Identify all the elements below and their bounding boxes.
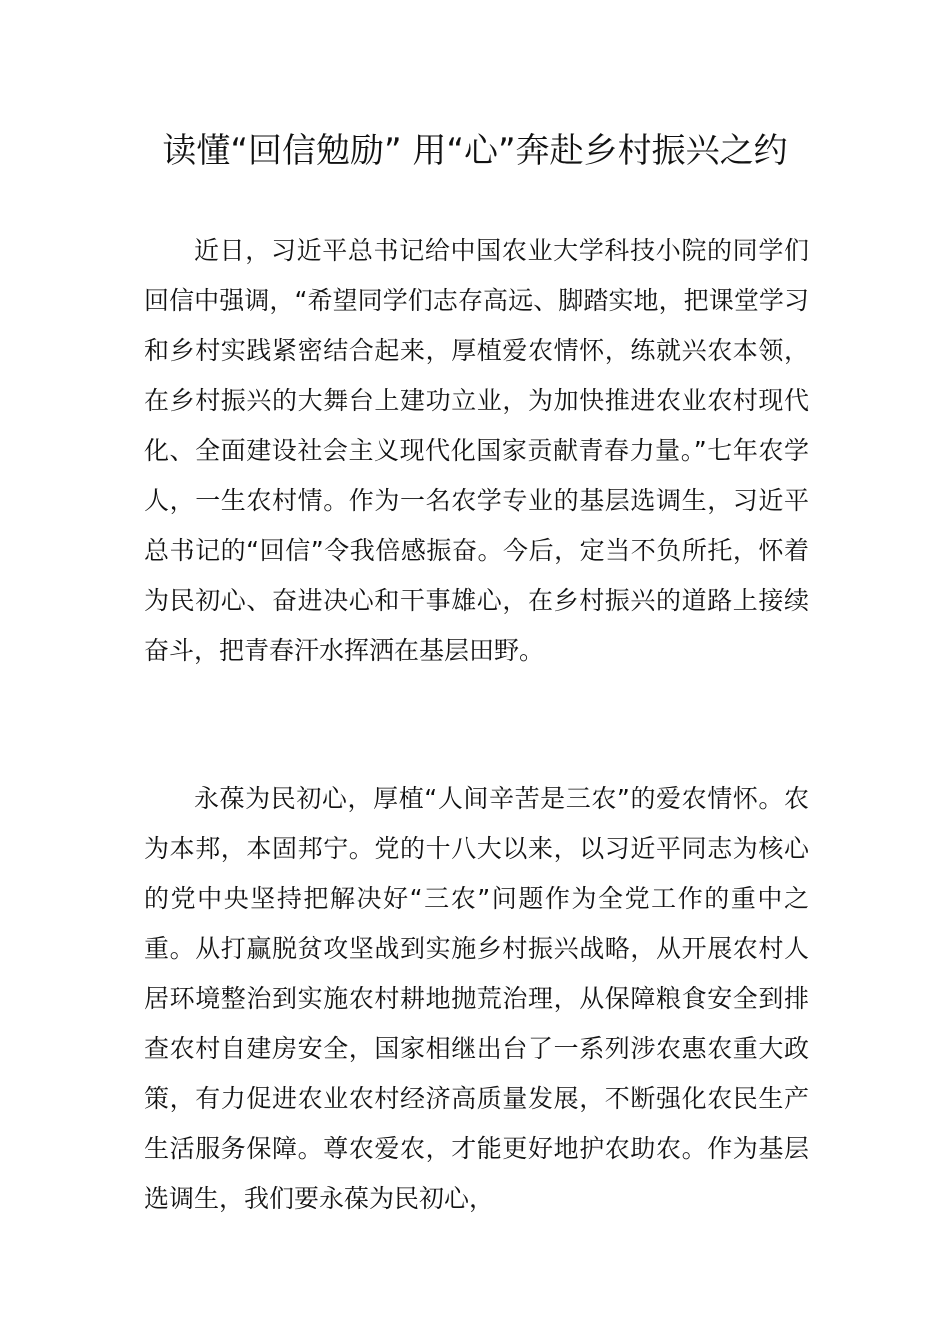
document-title: 读懂“回信勉励” 用“心”奔赴乡村振兴之约 [162, 131, 788, 171]
paragraph-2: 永葆为民初心，厚植“人间辛苦是三农”的爱农情怀。农为本邦，本固邦宁。党的十八大以来，以习近平同志为核心的党中央坚持把解决好“三农”问题作为全党工作的重中之重。从打赢脱贫攻坚战到实施乡村振兴战略，从开展农村人居环境整治到实施农村耕地抛荒治理，从保障粮食安全到排查农村自建房安全，国家相继出台了一系列涉农惠农重大政策，有力促进农业农村经济高质量发展，不断强化农民生产生活服务保障。尊农爱农，才能更好地护农助农。作为基层选调生，我们要永葆为民初心， [144, 784, 809, 1213]
paragraph-1: 近日，习近平总书记给中国农业大学科技小院的同学们回信中强调，“希望同学们志存高远、脚踏实地，把课堂学习和乡村实践紧密结合起来，厚植爱农情怀，练就兴农本领，在乡村振兴的大舞台上建功立业，为加快推进农业农村现代化、全面建设社会主义现代化国家贡献青春力量。”七年农学人，一生农村情。作为一名农学专业的基层选调生，习近平总书记的“回信”令我倍感振奋。今后，定当不负所托，怀着为民初心、奋进决心和干事雄心，在乡村振兴的道路上接续奋斗，把青春汗水挥洒在基层田野。 [144, 236, 809, 665]
